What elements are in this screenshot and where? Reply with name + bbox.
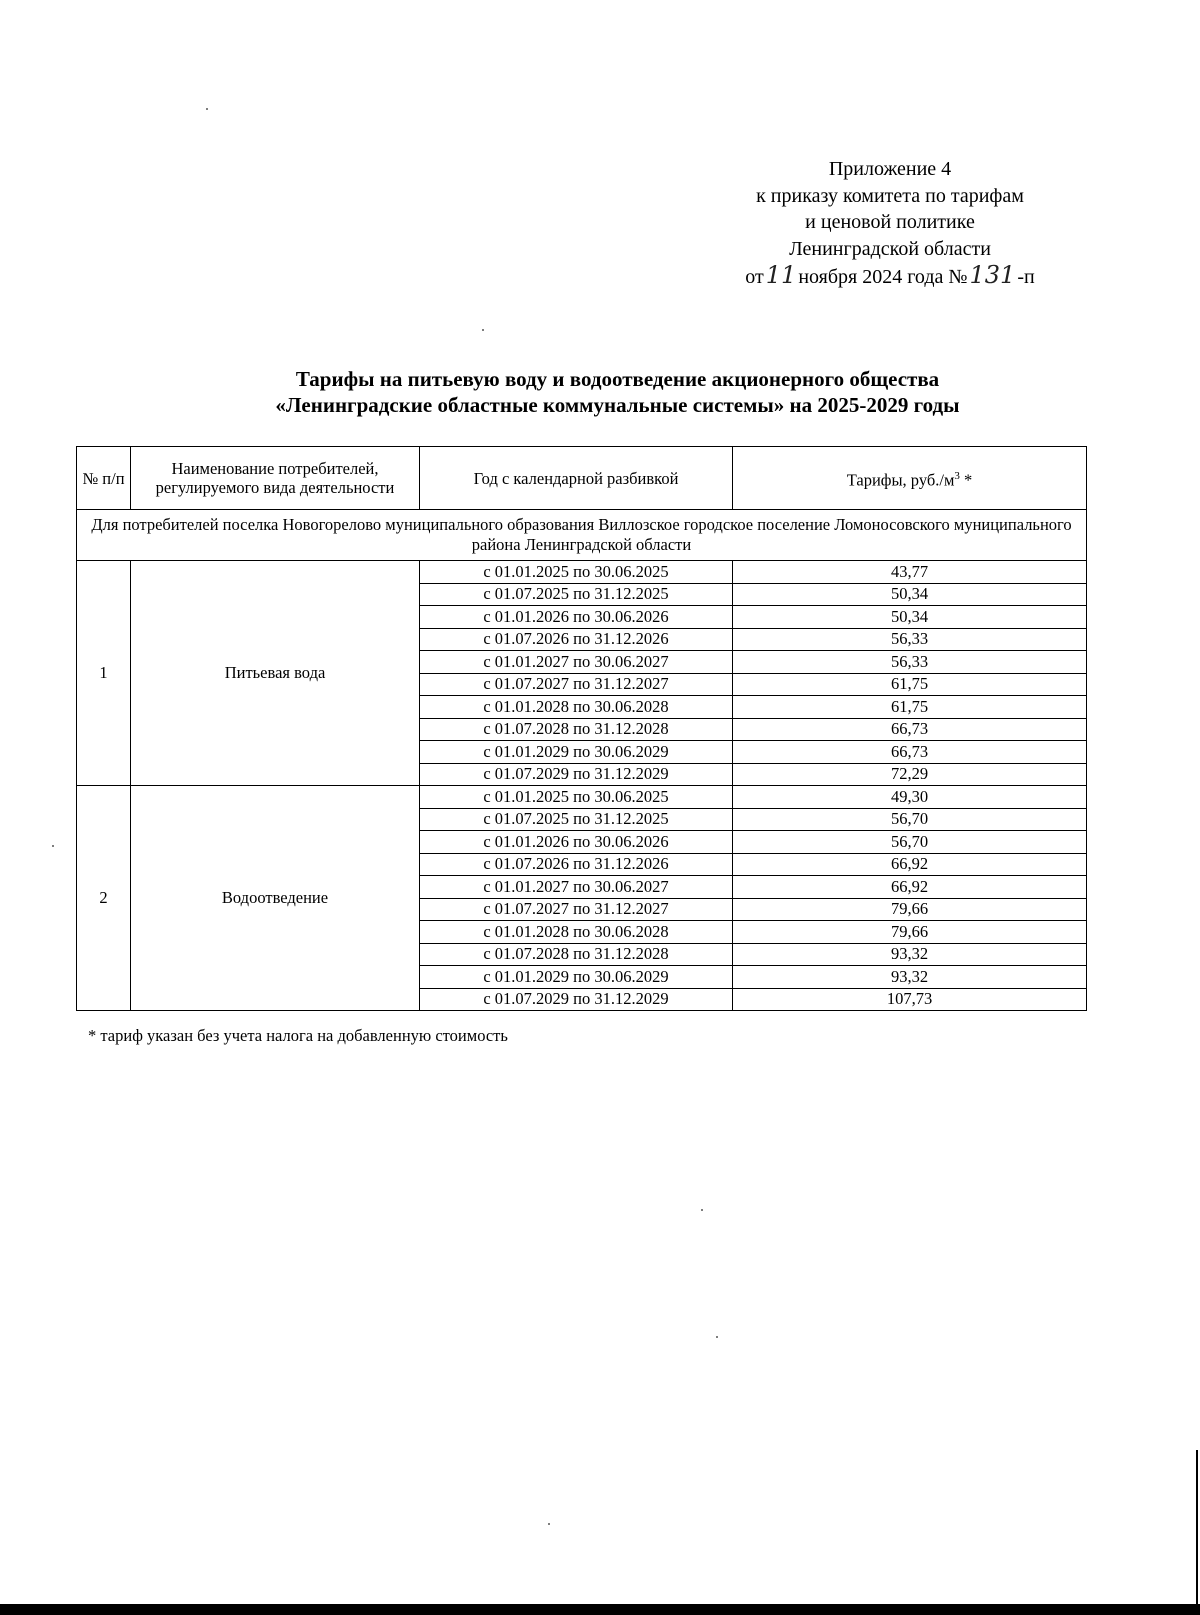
tariff-cell: 79,66: [733, 898, 1087, 921]
appendix-number: Приложение 4: [828, 158, 952, 180]
header-tariff-sup: 3: [954, 469, 960, 482]
tariff-cell: 66,73: [733, 718, 1087, 741]
period-cell: с 01.07.2029 по 31.12.2029: [420, 763, 733, 786]
service-name: Водоотведение: [131, 786, 420, 1011]
period-cell: с 01.01.2027 по 30.06.2027: [420, 876, 733, 899]
section-row: [77, 510, 1087, 561]
period-cell: с 01.07.2029 по 31.12.2029: [420, 988, 733, 1011]
title-line-2: «Ленинградские областные коммунальные системы» на 2025-2029 годы: [275, 393, 960, 417]
header-tariff: [733, 447, 1087, 510]
period-cell: с 01.01.2029 по 30.06.2029: [420, 966, 733, 989]
tariff-cell: 56,33: [733, 651, 1087, 674]
tariff-cell: 61,75: [733, 696, 1087, 719]
header-tariff-mark: *: [959, 470, 973, 490]
appendix-header: [720, 156, 1060, 291]
period-cell: с 01.01.2026 по 30.06.2026: [420, 606, 733, 629]
period-cell: с 01.01.2025 по 30.06.2025: [420, 786, 733, 809]
table-header-row: [77, 447, 1087, 510]
tariff-cell: 56,70: [733, 808, 1087, 831]
scan-speck: [52, 845, 54, 847]
tariff-cell: 93,32: [733, 943, 1087, 966]
tariff-cell: 66,92: [733, 853, 1087, 876]
header-num: № п/п: [77, 447, 131, 510]
tariff-cell: 50,34: [733, 606, 1087, 629]
tariff-cell: 49,30: [733, 786, 1087, 809]
scan-bottom-border: [0, 1604, 1200, 1615]
order-suffix: -п: [1017, 266, 1035, 288]
table-row: [77, 786, 1087, 809]
scan-speck: [482, 329, 484, 331]
tariff-cell: 72,29: [733, 763, 1087, 786]
period-cell: с 01.07.2027 по 31.12.2027: [420, 898, 733, 921]
period-cell: с 01.07.2025 по 31.12.2025: [420, 808, 733, 831]
scan-right-edge: [1196, 1450, 1198, 1610]
appendix-date-line: [720, 262, 1060, 291]
period-cell: с 01.07.2028 по 31.12.2028: [420, 943, 733, 966]
period-cell: с 01.01.2026 по 30.06.2026: [420, 831, 733, 854]
tariff-cell: 43,77: [733, 561, 1087, 584]
tariffs-table: [76, 446, 1087, 1011]
tariff-cell: 61,75: [733, 673, 1087, 696]
period-cell: с 01.01.2029 по 30.06.2029: [420, 741, 733, 764]
section-caption: Для потребителей поселка Новогорелово муниципального образования Виллозское городское поселение Ломоносовского муниципального района Ленинградской области: [77, 510, 1087, 561]
header-tariff-label: Тарифы, руб./м: [846, 470, 955, 490]
date-prefix: от: [745, 266, 764, 288]
handwritten-day: 11: [765, 261, 797, 289]
appendix-order-ref: к приказу комитета по тарифам: [756, 184, 1024, 207]
period-cell: с 01.01.2027 по 30.06.2027: [420, 651, 733, 674]
tariff-cell: 66,73: [733, 741, 1087, 764]
tariff-cell: 50,34: [733, 583, 1087, 606]
header-period: Год с календарной разбивкой: [420, 447, 733, 510]
scan-speck: [701, 1209, 703, 1211]
scan-speck: [716, 1336, 718, 1338]
period-cell: с 01.01.2025 по 30.06.2025: [420, 561, 733, 584]
row-number: 2: [77, 786, 131, 1011]
tariff-cell: 56,70: [733, 831, 1087, 854]
scan-speck: [206, 108, 208, 110]
header-name: Наименование потребителей, регулируемого вида деятельности: [131, 447, 420, 510]
title-line-1: Тарифы на питьевую воду и водоотведение акционерного общества: [295, 367, 940, 391]
appendix-committee: и ценовой политике: [805, 211, 975, 233]
period-cell: с 01.07.2027 по 31.12.2027: [420, 673, 733, 696]
period-cell: с 01.07.2026 по 31.12.2026: [420, 853, 733, 876]
period-cell: с 01.07.2025 по 31.12.2025: [420, 583, 733, 606]
appendix-region: Ленинградской области: [789, 237, 991, 260]
table-row: [77, 561, 1087, 584]
period-cell: с 01.01.2028 по 30.06.2028: [420, 696, 733, 719]
footnote: * тариф указан без учета налога на добавленную стоимость: [88, 1026, 508, 1045]
tariff-cell: 93,32: [733, 966, 1087, 989]
document-title: [120, 366, 1115, 418]
tariff-cell: 107,73: [733, 988, 1087, 1011]
period-cell: с 01.07.2026 по 31.12.2026: [420, 628, 733, 651]
tariff-cell: 56,33: [733, 628, 1087, 651]
tariff-cell: 79,66: [733, 921, 1087, 944]
scan-speck: [548, 1523, 550, 1525]
period-cell: с 01.01.2028 по 30.06.2028: [420, 921, 733, 944]
period-cell: с 01.07.2028 по 31.12.2028: [420, 718, 733, 741]
date-rest: ноября 2024 года №: [798, 266, 968, 288]
service-name: Питьевая вода: [131, 561, 420, 786]
handwritten-order-number: 131: [969, 261, 1016, 289]
tariff-cell: 66,92: [733, 876, 1087, 899]
row-number: 1: [77, 561, 131, 786]
